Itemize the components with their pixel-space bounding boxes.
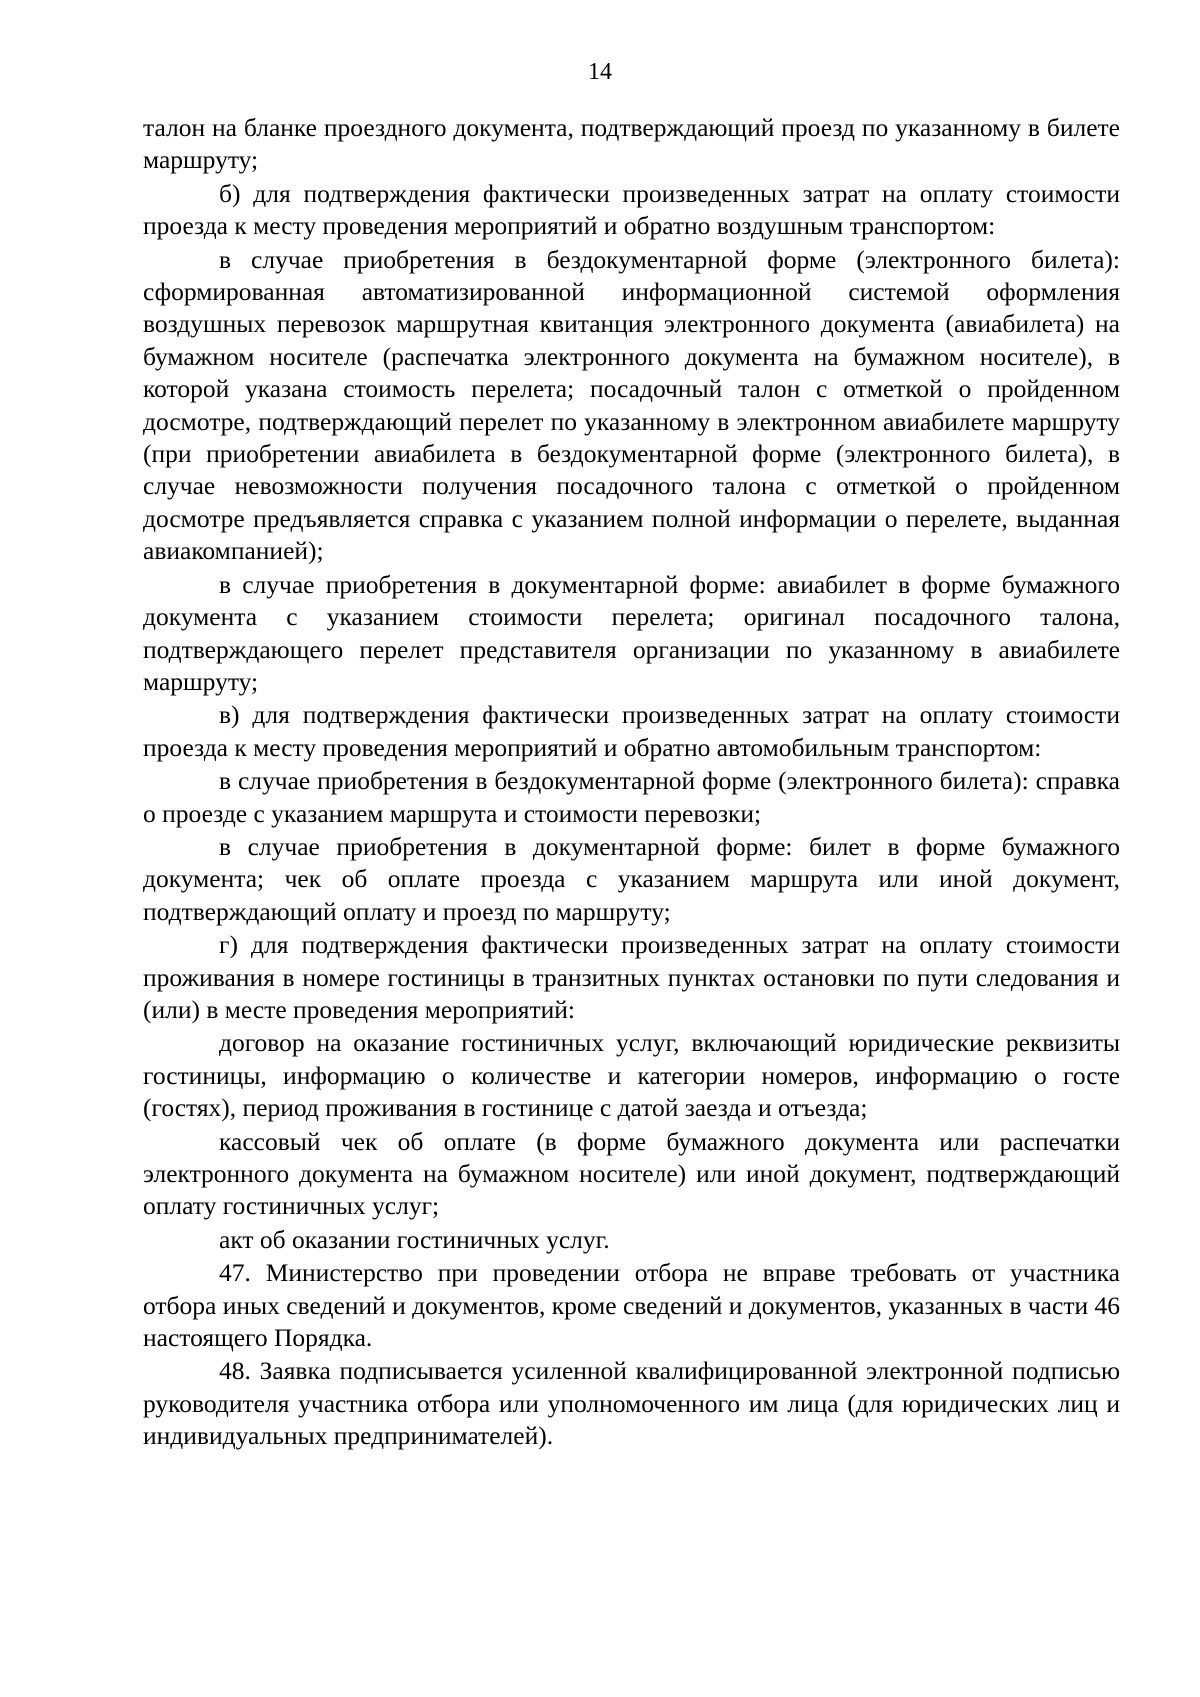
paragraph: в случае приобретения в бездокументарной форме (электронного билета): сформированная автоматизированной информационной системой оформления воздушных перевозок маршрутная квитанция электронного документа (авиабилета) на бумажном носителе (распечатка электронного документа на бумажном носителе), в которой указана стоимость перелета; посадочный талон с отметкой о пройденном досмотре, подтверждающий перелет по указанному в электронном авиабилете маршруту (при приобретении авиабилета в бездокументарной форме (электронного билета), в случае невозможности получения посадочного талона с отметкой о пройденном досмотре предъявляется справка с указанием полной информации о перелете, выданная авиакомпанией); bbox=[143, 244, 1120, 566]
paragraph: в случае приобретения в документарной форме: авиабилет в форме бумажного документа с указанием стоимости перелета; оригинал посадочного талона, подтверждающего перелет представителя организации по указанному в авиабилете маршруту; bbox=[143, 569, 1120, 696]
paragraph: б) для подтверждения фактически произведенных затрат на оплату стоимости проезда к месту проведения мероприятий и обратно воздушным транспортом: bbox=[143, 178, 1120, 241]
paragraph: кассовый чек об оплате (в форме бумажного документа или распечатки электронного документа на бумажном носителе) или иной документ, подтверждающий оплату гостиничных услуг; bbox=[143, 1126, 1120, 1221]
document-body bbox=[143, 112, 1120, 1454]
paragraph: акт об оказании гостиничных услуг. bbox=[219, 1224, 610, 1254]
paragraph: г) для подтверждения фактически произведенных затрат на оплату стоимости проживания в номере гостиницы в транзитных пунктах остановки по пути следования и (или) в месте проведения мероприятий: bbox=[143, 930, 1120, 1024]
paragraph: 48. Заявка подписывается усиленной квалифицированной электронной подписью руководителя участника отбора или уполномоченного им лица (для юридических лиц и индивидуальных предпринимателей). bbox=[143, 1356, 1120, 1451]
paragraph: в) для подтверждения фактически произведенных затрат на оплату стоимости проезда к месту проведения мероприятий и обратно автомобильным транспортом: bbox=[143, 700, 1120, 762]
paragraph: в случае приобретения в бездокументарной форме (электронного билета): справка о проезде с указанием маршрута и стоимости перевозки; bbox=[143, 766, 1120, 828]
paragraph: 47. Министерство при проведении отбора не вправе требовать от участника отбора иных сведений и документов, кроме сведений и документов, указанных в части 46 настоящего Порядка. bbox=[143, 1258, 1120, 1353]
page-number: 14 bbox=[588, 59, 612, 85]
paragraph: талон на бланке проездного документа, подтверждающий проезд по указанному в билете маршруту; bbox=[143, 113, 1120, 175]
paragraph: договор на оказание гостиничных услуг, включающий юридические реквизиты гостиницы, информацию о количестве и категории номеров, информацию о госте (гостях), период проживания в гостинице с датой заезда и отъезда; bbox=[143, 1028, 1120, 1123]
paragraph: в случае приобретения в документарной форме: билет в форме бумажного документа; чек об оплате проезда с указанием маршрута или иной документ, подтверждающий оплату и проезд по маршруту; bbox=[143, 831, 1120, 926]
